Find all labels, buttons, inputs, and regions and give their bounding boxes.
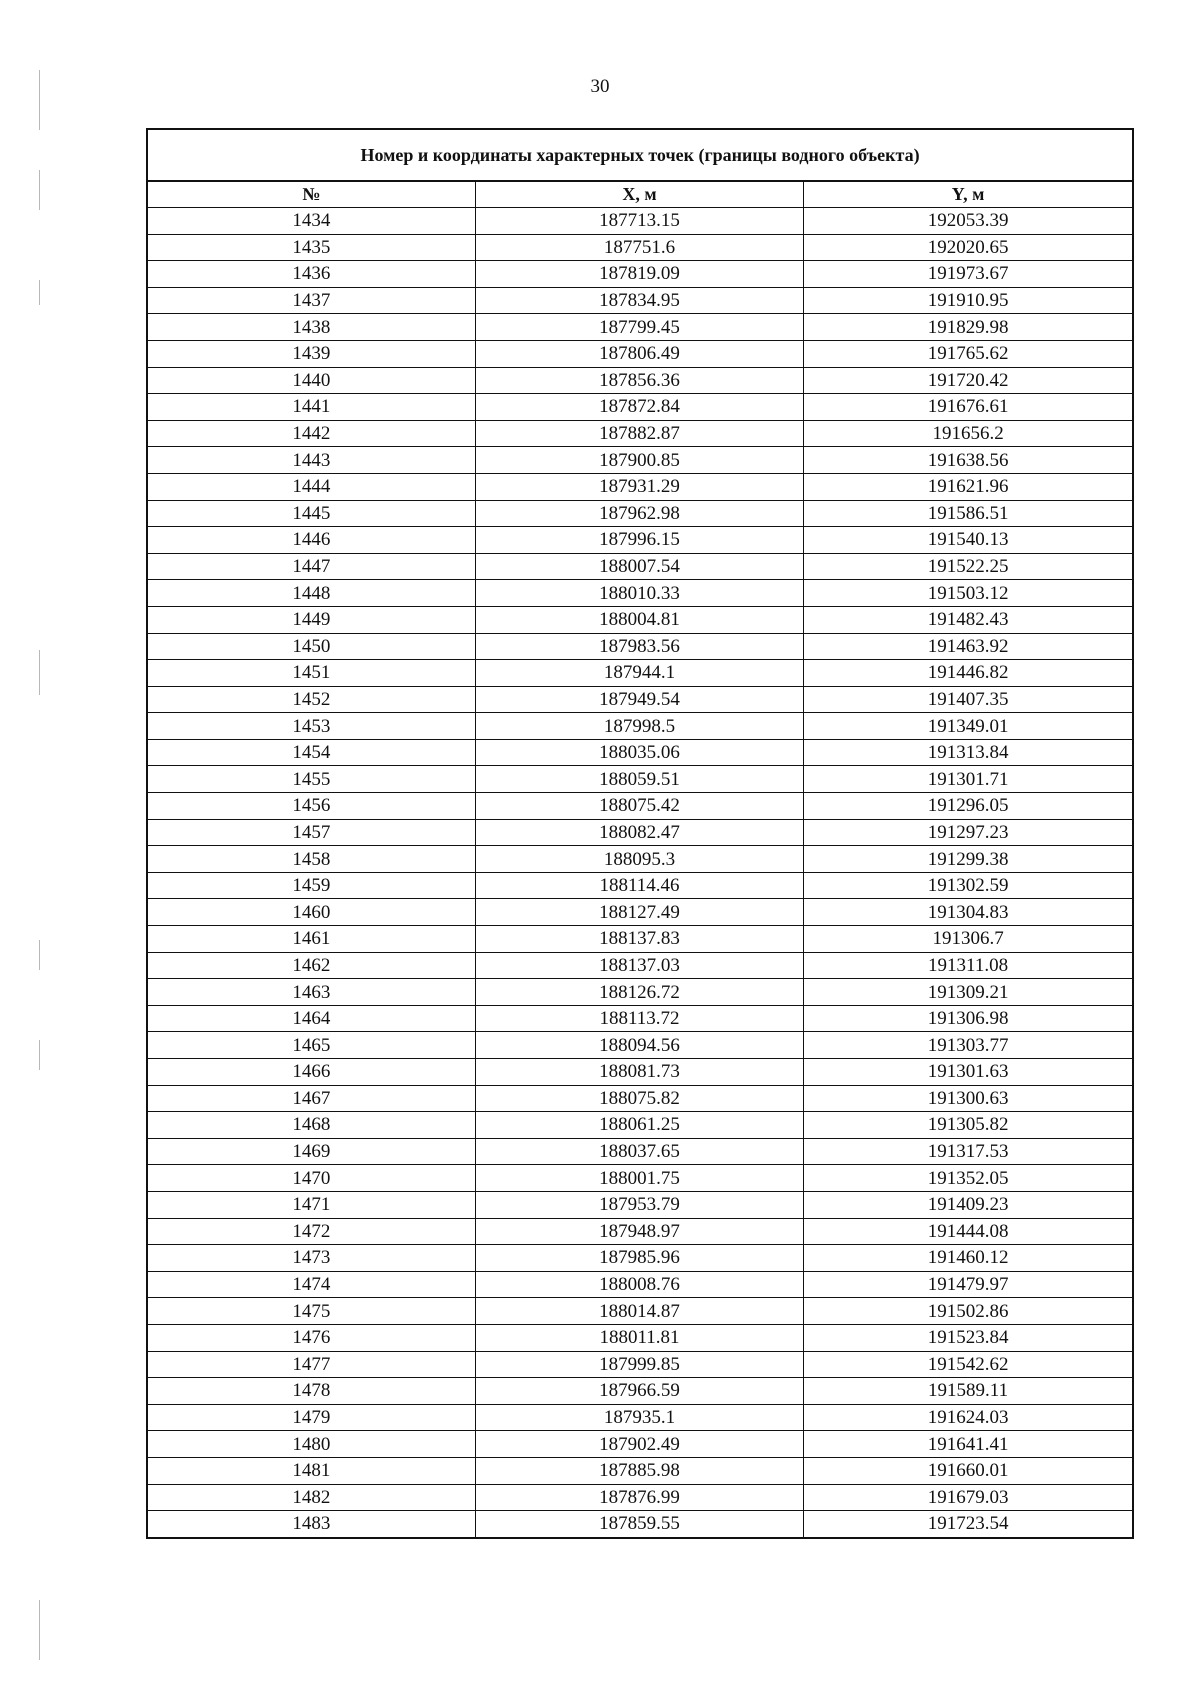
y-coordinate-cell: 191621.96 [804,473,1133,500]
x-coordinate-cell: 187799.45 [475,314,803,341]
table-row [147,553,1133,580]
y-coordinate-cell: 191306.7 [804,926,1133,953]
x-coordinate-cell: 188127.49 [475,899,803,926]
table-row [147,1165,1133,1192]
y-coordinate-cell: 191317.53 [804,1138,1133,1165]
table-row [147,793,1133,820]
point-number-cell: 1456 [147,793,475,820]
point-number-cell: 1440 [147,367,475,394]
table-row [147,686,1133,713]
point-number-cell: 1468 [147,1112,475,1139]
x-coordinate-cell: 188114.46 [475,872,803,899]
table-row [147,234,1133,261]
table-row [147,447,1133,474]
x-coordinate-cell: 187834.95 [475,287,803,314]
x-coordinate-cell: 188094.56 [475,1032,803,1059]
y-coordinate-cell: 191299.38 [804,846,1133,873]
y-coordinate-cell: 191349.01 [804,713,1133,740]
x-coordinate-cell: 187996.15 [475,527,803,554]
table-row [147,713,1133,740]
point-number-cell: 1474 [147,1271,475,1298]
scan-margin-mark [39,280,40,305]
column-header-number: № [147,181,475,208]
point-number-cell: 1467 [147,1085,475,1112]
column-header-y: Y, м [804,181,1133,208]
y-coordinate-cell: 192020.65 [804,234,1133,261]
y-coordinate-cell: 191479.97 [804,1271,1133,1298]
table-body [147,208,1133,1538]
coordinates-table [146,128,1134,1539]
x-coordinate-cell: 187859.55 [475,1511,803,1538]
x-coordinate-cell: 187900.85 [475,447,803,474]
point-number-cell: 1452 [147,686,475,713]
table-row [147,872,1133,899]
table-row [147,1298,1133,1325]
y-coordinate-cell: 191446.82 [804,660,1133,687]
point-number-cell: 1470 [147,1165,475,1192]
point-number-cell: 1441 [147,394,475,421]
table-row [147,633,1133,660]
table-row [147,420,1133,447]
table-row [147,1245,1133,1272]
y-coordinate-cell: 191300.63 [804,1085,1133,1112]
table-row [147,287,1133,314]
table-row [147,1059,1133,1086]
x-coordinate-cell: 188113.72 [475,1005,803,1032]
table-row [147,660,1133,687]
scan-margin-mark [39,1600,40,1660]
point-number-cell: 1471 [147,1191,475,1218]
table-row [147,1378,1133,1405]
point-number-cell: 1442 [147,420,475,447]
point-number-cell: 1463 [147,979,475,1006]
column-header-x: X, м [475,181,803,208]
table-row [147,1032,1133,1059]
y-coordinate-cell: 191407.35 [804,686,1133,713]
x-coordinate-cell: 187872.84 [475,394,803,421]
x-coordinate-cell: 188081.73 [475,1059,803,1086]
table-header-row [147,181,1133,208]
x-coordinate-cell: 187885.98 [475,1457,803,1484]
y-coordinate-cell: 192053.39 [804,208,1133,235]
y-coordinate-cell: 191311.08 [804,952,1133,979]
x-coordinate-cell: 188001.75 [475,1165,803,1192]
table-row [147,739,1133,766]
point-number-cell: 1457 [147,819,475,846]
scan-margin-mark [39,650,40,695]
table-row [147,527,1133,554]
y-coordinate-cell: 191409.23 [804,1191,1133,1218]
point-number-cell: 1458 [147,846,475,873]
y-coordinate-cell: 191523.84 [804,1324,1133,1351]
table-row [147,500,1133,527]
x-coordinate-cell: 187882.87 [475,420,803,447]
y-coordinate-cell: 191502.86 [804,1298,1133,1325]
scan-margin-mark [39,70,40,130]
point-number-cell: 1481 [147,1457,475,1484]
x-coordinate-cell: 187856.36 [475,367,803,394]
x-coordinate-cell: 187935.1 [475,1404,803,1431]
x-coordinate-cell: 188004.81 [475,606,803,633]
y-coordinate-cell: 191352.05 [804,1165,1133,1192]
table-row [147,340,1133,367]
table-row [147,1005,1133,1032]
x-coordinate-cell: 188010.33 [475,580,803,607]
point-number-cell: 1462 [147,952,475,979]
x-coordinate-cell: 187983.56 [475,633,803,660]
x-coordinate-cell: 188082.47 [475,819,803,846]
table-row [147,1138,1133,1165]
point-number-cell: 1444 [147,473,475,500]
table-row [147,1085,1133,1112]
point-number-cell: 1466 [147,1059,475,1086]
table-row [147,606,1133,633]
x-coordinate-cell: 187751.6 [475,234,803,261]
y-coordinate-cell: 191660.01 [804,1457,1133,1484]
y-coordinate-cell: 191296.05 [804,793,1133,820]
point-number-cell: 1459 [147,872,475,899]
point-number-cell: 1472 [147,1218,475,1245]
table-row [147,846,1133,873]
x-coordinate-cell: 188061.25 [475,1112,803,1139]
table-row [147,314,1133,341]
y-coordinate-cell: 191303.77 [804,1032,1133,1059]
point-number-cell: 1446 [147,527,475,554]
scan-margin-mark [39,1040,40,1070]
x-coordinate-cell: 188011.81 [475,1324,803,1351]
x-coordinate-cell: 187985.96 [475,1245,803,1272]
y-coordinate-cell: 191973.67 [804,261,1133,288]
point-number-cell: 1460 [147,899,475,926]
y-coordinate-cell: 191297.23 [804,819,1133,846]
point-number-cell: 1438 [147,314,475,341]
table-row [147,766,1133,793]
point-number-cell: 1443 [147,447,475,474]
y-coordinate-cell: 191641.41 [804,1431,1133,1458]
table-row [147,473,1133,500]
point-number-cell: 1447 [147,553,475,580]
point-number-cell: 1479 [147,1404,475,1431]
point-number-cell: 1478 [147,1378,475,1405]
point-number-cell: 1453 [147,713,475,740]
x-coordinate-cell: 188008.76 [475,1271,803,1298]
point-number-cell: 1434 [147,208,475,235]
x-coordinate-cell: 188007.54 [475,553,803,580]
table-row [147,1404,1133,1431]
table-row [147,261,1133,288]
table-row [147,1351,1133,1378]
x-coordinate-cell: 188075.42 [475,793,803,820]
x-coordinate-cell: 187944.1 [475,660,803,687]
x-coordinate-cell: 188095.3 [475,846,803,873]
y-coordinate-cell: 191589.11 [804,1378,1133,1405]
y-coordinate-cell: 191482.43 [804,606,1133,633]
table-row [147,979,1133,1006]
point-number-cell: 1476 [147,1324,475,1351]
point-number-cell: 1480 [147,1431,475,1458]
scan-margin-mark [39,170,40,210]
point-number-cell: 1435 [147,234,475,261]
table-title: Номер и координаты характерных точек (границы водного объекта) [147,129,1133,181]
y-coordinate-cell: 191306.98 [804,1005,1133,1032]
y-coordinate-cell: 191638.56 [804,447,1133,474]
y-coordinate-cell: 191444.08 [804,1218,1133,1245]
y-coordinate-cell: 191624.03 [804,1404,1133,1431]
y-coordinate-cell: 191313.84 [804,739,1133,766]
point-number-cell: 1436 [147,261,475,288]
table-row [147,1271,1133,1298]
point-number-cell: 1482 [147,1484,475,1511]
table-row [147,394,1133,421]
y-coordinate-cell: 191301.71 [804,766,1133,793]
table-row [147,899,1133,926]
x-coordinate-cell: 187949.54 [475,686,803,713]
x-coordinate-cell: 187966.59 [475,1378,803,1405]
page-number: 30 [590,76,610,97]
y-coordinate-cell: 191309.21 [804,979,1133,1006]
y-coordinate-cell: 191656.2 [804,420,1133,447]
table-row [147,1218,1133,1245]
x-coordinate-cell: 188037.65 [475,1138,803,1165]
point-number-cell: 1448 [147,580,475,607]
y-coordinate-cell: 191522.25 [804,553,1133,580]
table-row [147,1457,1133,1484]
x-coordinate-cell: 187713.15 [475,208,803,235]
x-coordinate-cell: 188059.51 [475,766,803,793]
table-row [147,1112,1133,1139]
y-coordinate-cell: 191302.59 [804,872,1133,899]
point-number-cell: 1439 [147,340,475,367]
point-number-cell: 1464 [147,1005,475,1032]
point-number-cell: 1437 [147,287,475,314]
table-title-row [147,129,1133,181]
y-coordinate-cell: 191304.83 [804,899,1133,926]
point-number-cell: 1449 [147,606,475,633]
x-coordinate-cell: 187953.79 [475,1191,803,1218]
table-row [147,367,1133,394]
x-coordinate-cell: 188075.82 [475,1085,803,1112]
table-row [147,1431,1133,1458]
x-coordinate-cell: 187819.09 [475,261,803,288]
y-coordinate-cell: 191301.63 [804,1059,1133,1086]
x-coordinate-cell: 188014.87 [475,1298,803,1325]
y-coordinate-cell: 191503.12 [804,580,1133,607]
point-number-cell: 1483 [147,1511,475,1538]
x-coordinate-cell: 187998.5 [475,713,803,740]
point-number-cell: 1451 [147,660,475,687]
x-coordinate-cell: 187806.49 [475,340,803,367]
x-coordinate-cell: 187931.29 [475,473,803,500]
point-number-cell: 1454 [147,739,475,766]
y-coordinate-cell: 191829.98 [804,314,1133,341]
table-row [147,580,1133,607]
x-coordinate-cell: 188137.83 [475,926,803,953]
y-coordinate-cell: 191679.03 [804,1484,1133,1511]
y-coordinate-cell: 191723.54 [804,1511,1133,1538]
point-number-cell: 1455 [147,766,475,793]
table-row [147,819,1133,846]
table-row [147,926,1133,953]
point-number-cell: 1450 [147,633,475,660]
x-coordinate-cell: 187876.99 [475,1484,803,1511]
table-row [147,1324,1133,1351]
x-coordinate-cell: 187962.98 [475,500,803,527]
point-number-cell: 1461 [147,926,475,953]
x-coordinate-cell: 188137.03 [475,952,803,979]
table-row [147,1484,1133,1511]
x-coordinate-cell: 188126.72 [475,979,803,1006]
y-coordinate-cell: 191540.13 [804,527,1133,554]
y-coordinate-cell: 191460.12 [804,1245,1133,1272]
y-coordinate-cell: 191305.82 [804,1112,1133,1139]
y-coordinate-cell: 191910.95 [804,287,1133,314]
point-number-cell: 1445 [147,500,475,527]
x-coordinate-cell: 188035.06 [475,739,803,766]
y-coordinate-cell: 191720.42 [804,367,1133,394]
x-coordinate-cell: 187999.85 [475,1351,803,1378]
y-coordinate-cell: 191542.62 [804,1351,1133,1378]
y-coordinate-cell: 191463.92 [804,633,1133,660]
point-number-cell: 1465 [147,1032,475,1059]
table-row [147,1191,1133,1218]
point-number-cell: 1475 [147,1298,475,1325]
table-row [147,208,1133,235]
y-coordinate-cell: 191586.51 [804,500,1133,527]
point-number-cell: 1477 [147,1351,475,1378]
scan-margin-mark [39,940,40,970]
point-number-cell: 1473 [147,1245,475,1272]
point-number-cell: 1469 [147,1138,475,1165]
table-row [147,1511,1133,1538]
x-coordinate-cell: 187902.49 [475,1431,803,1458]
x-coordinate-cell: 187948.97 [475,1218,803,1245]
y-coordinate-cell: 191676.61 [804,394,1133,421]
y-coordinate-cell: 191765.62 [804,340,1133,367]
table-row [147,952,1133,979]
